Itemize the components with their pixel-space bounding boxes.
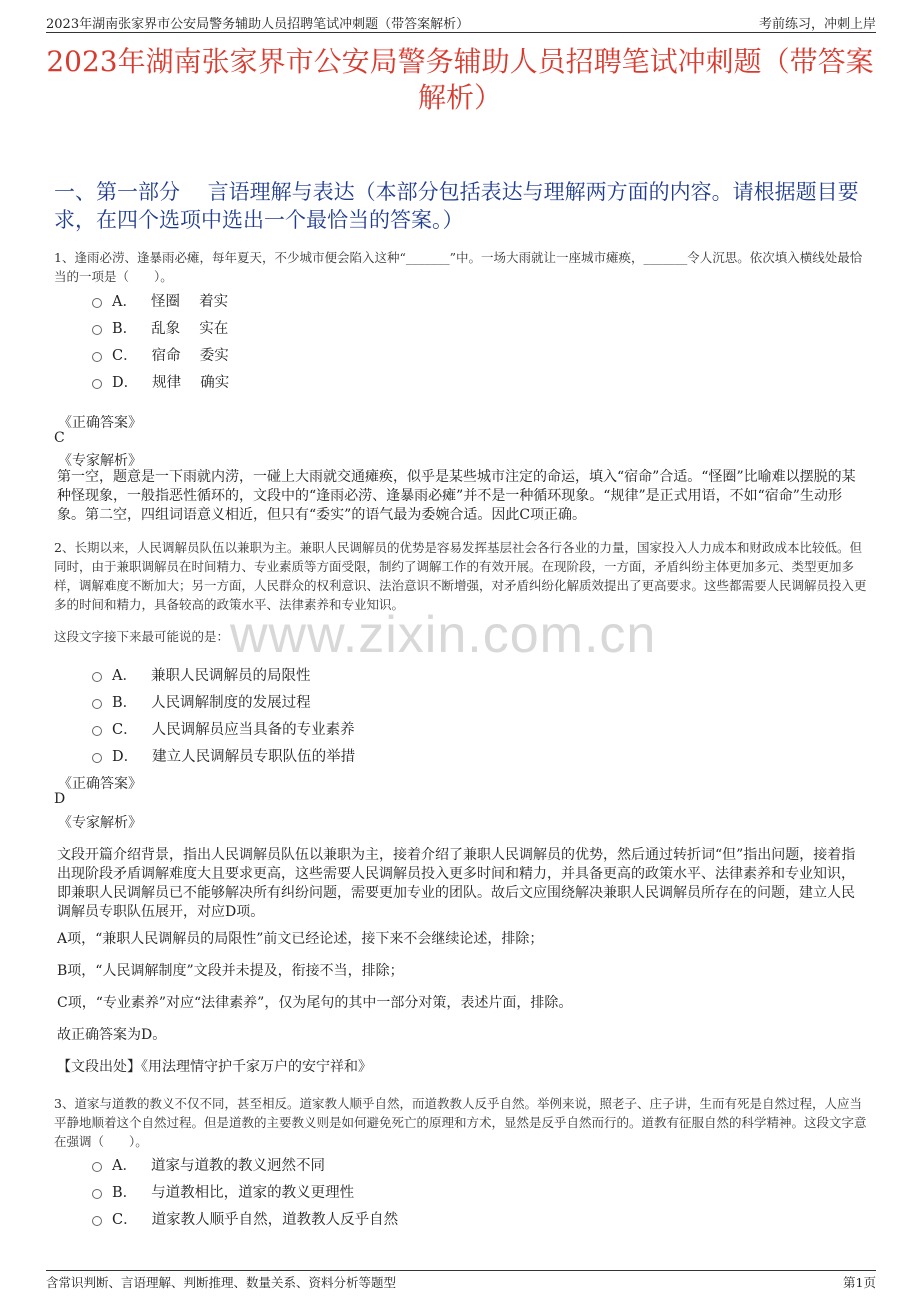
- radio-icon[interactable]: [92, 1216, 102, 1226]
- q2-answer-label: 《正确答案》: [58, 776, 142, 792]
- page-number: 第1页: [843, 1275, 876, 1290]
- q2-option-b[interactable]: B． 人民调解制度的发展过程: [92, 691, 311, 712]
- question-2-text: 2、长期以来，人民调解员队伍以兼职为主。兼职人民调解员的优势是容易发挥基层社会各行各业的力量，国家投入人力成本和财政成本比较低。但同时，由于兼职调解员在时间精力、专业素质等方面受限，制约了调解工作的有效开展。在现阶段，一方面，矛盾纠纷主体更加多元、类型更加多样，调解难度不断加大；另一方面，人民群众的权利意识、法治意识不断增强，对矛盾纠纷化解质效提出了更高要求。这些都需要人民调解员投入更多的时间和精力，具备较高的政策水平、法律素养和专业知识。: [54, 540, 867, 612]
- radio-icon[interactable]: [92, 325, 102, 335]
- q1-option-d[interactable]: D． 规律 确实: [92, 371, 229, 392]
- q1-option-a[interactable]: A． 怪圈 着实: [92, 290, 228, 311]
- q1-answer-label: 《正确答案》: [58, 415, 142, 431]
- q2-answer: D: [54, 791, 66, 807]
- radio-icon[interactable]: [92, 352, 102, 362]
- q2-source: 【文段出处】《用法理情守护千家万户的安宁祥和》: [57, 1059, 372, 1075]
- q1-option-b[interactable]: B． 乱象 实在: [92, 317, 228, 338]
- header-slogan: 考前练习，冲刺上岸: [758, 17, 876, 32]
- q2-analysis-a: A项，“兼职人民调解员的局限性”前文已经论述，接下来不会继续论述，排除；: [57, 931, 544, 947]
- q2-prompt: 这段文字接下来最可能说的是：: [54, 629, 230, 644]
- q3-option-b[interactable]: B． 与道教相比，道家的教义更理性: [92, 1181, 354, 1202]
- q1-answer: C: [54, 430, 65, 446]
- radio-icon[interactable]: [92, 753, 102, 763]
- footer-topics: 含常识判断、言语理解、判断推理、数量关系、资料分析等题型: [46, 1275, 397, 1290]
- q2-analysis: 文段开篇介绍背景，指出人民调解员队伍以兼职为主，接着介绍了兼职人民调解员的优势，然后通过转折词“但”指出问题，接着指出现阶段矛盾调解难度大且要求更高，这些需要人民调解员投入更多时间和精力，并具备更高的政策水平、法律素养和专业知识，即兼职人民调解员已不能够解决所有纠纷问题，需要更加专业的团队。故后文应围绕解决兼职人民调解员所存在的问题，建立人民调解员专职队伍展开，对应D项。: [57, 847, 856, 920]
- radio-icon[interactable]: [92, 379, 102, 389]
- q2-option-c[interactable]: C． 人民调解员应当具备的专业素养: [92, 718, 355, 739]
- q1-option-c[interactable]: C． 宿命 委实: [92, 344, 229, 365]
- radio-icon[interactable]: [92, 726, 102, 736]
- section-heading: 一、第一部分 言语理解与表达（本部分包括表达与理解两方面的内容。请根据题目要求，在四个选项中选出一个最恰当的答案。）: [54, 180, 859, 232]
- q2-analysis-label: 《专家解析》: [58, 815, 142, 831]
- q2-conclusion: 故正确答案为D。: [57, 1027, 167, 1043]
- q3-option-c[interactable]: C． 道家教人顺乎自然，道教教人反乎自然: [92, 1208, 398, 1229]
- q2-option-a[interactable]: A． 兼职人民调解员的局限性: [92, 664, 310, 685]
- radio-icon[interactable]: [92, 298, 102, 308]
- page-footer: [46, 1270, 876, 1291]
- q1-analysis-label: 《专家解析》: [58, 453, 142, 469]
- radio-icon[interactable]: [92, 1189, 102, 1199]
- question-3-text: 3、道家与道教的教义不仅不同，甚至相反。道家教人顺乎自然，而道教教人反乎自然。举例来说，照老子、庄子讲，生而有死是自然过程，人应当平静地顺着这个自然过程。但是道教的主要教义则是如何避免死亡的原理和方术，显然是反乎自然而行的。道教有征服自然的科学精神。这段文字意在强调（ ）。: [54, 1096, 867, 1149]
- question-1-text: 1、逢雨必涝、逢暴雨必瘫，每年夏天，不少城市便会陷入这种“_______”中。一场大雨就让一座城市瘫痪，_______令人沉思。依次填入横线处最恰当的一项是（ ）。: [54, 250, 863, 284]
- q2-option-d[interactable]: D． 建立人民调解员专职队伍的举措: [92, 745, 355, 766]
- q2-analysis-b: B项，“人民调解制度”文段并未提及，衔接不当，排除；: [57, 963, 404, 979]
- radio-icon[interactable]: [92, 1162, 102, 1172]
- q3-option-a[interactable]: A． 道家与道教的教义迥然不同: [92, 1154, 325, 1175]
- page-header: [46, 10, 876, 33]
- radio-icon[interactable]: [92, 699, 102, 709]
- document-title: 2023年湖南张家界市公安局警务辅助人员招聘笔试冲刺题（带答案解析）: [46, 45, 874, 114]
- q2-analysis-c: C项，“专业素养”对应“法律素养”，仅为尾句的其中一部分对策，表述片面，排除。: [57, 995, 573, 1011]
- watermark: www.zixin.com.cn: [230, 606, 657, 664]
- header-doc-title: 2023年湖南张家界市公安局警务辅助人员招聘笔试冲刺题（带答案解析）: [46, 17, 470, 32]
- radio-icon[interactable]: [92, 672, 102, 682]
- q1-analysis: 第一空，题意是一下雨就内涝，一碰上大雨就交通瘫痪，似乎是某些城市注定的命运，填入“宿命”合适。“怪圈”比喻难以摆脱的某种怪现象，一般指恶性循环的，文段中的“逢雨必涝、逢暴雨必瘫”并不是一种循环现象。“规律”是正式用语，不如“宿命”生动形象。第二空，四组词语意义相近，但只有“委实”的语气最为委婉合适。因此C项正确。: [57, 469, 856, 523]
